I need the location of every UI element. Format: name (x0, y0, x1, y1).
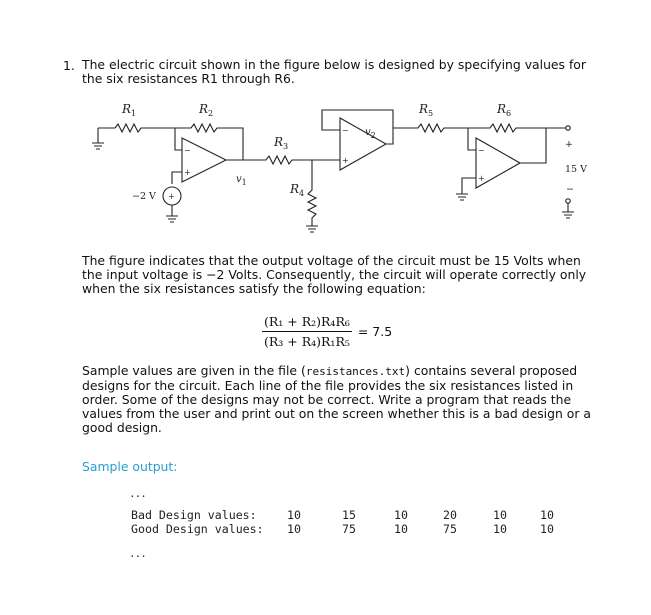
output-plus-sign: + (565, 139, 573, 150)
opamp1-minus-wire (175, 128, 182, 150)
sample-output-label: Sample output: (82, 459, 178, 474)
r6-resistor (468, 124, 546, 132)
r1-resistor (115, 124, 175, 132)
opamp2-plus-sign: + (342, 156, 349, 165)
output-voltage-label: 15 V (565, 164, 587, 175)
r6-label: $R_6$ (497, 102, 512, 118)
source-plus-sign: + (168, 192, 175, 201)
task-text-part2: ) contains several proposed designs for the circuit. Each line of the file provides the six resistances listed in order. Some of the designs may not be correct. Write a program that reads the values from the user and print out on the screen whether this is a bad design or a good design. (82, 363, 591, 435)
equation-numerator: (R₁ + R₂)R₄R₆ (262, 314, 352, 332)
output-row-value: 20 (443, 508, 457, 522)
opamp1-plus-sign: + (184, 168, 191, 177)
v2-label: $v_2$ (365, 127, 376, 140)
output-row-value: 10 (493, 508, 507, 522)
output-terminal-top (566, 126, 570, 130)
resistance-equation (262, 314, 392, 349)
output-row-value: 15 (342, 508, 356, 522)
r4-label: $R_4$ (290, 182, 305, 198)
r3-label: $R_3$ (274, 135, 289, 151)
opamp3-plus-wire (456, 178, 476, 200)
source-ground-wire (166, 205, 178, 222)
output-ground-wire (562, 203, 574, 218)
task-paragraph (82, 364, 602, 435)
opamp1-minus-sign: − (184, 146, 191, 155)
v1-label: $v_1$ (236, 174, 247, 187)
ellipsis-bottom: ... (129, 547, 146, 560)
equation-rhs: = 7.5 (357, 324, 393, 339)
description-paragraph: The figure indicates that the output voltage of the circuit must be 15 Volts when the input voltage is −2 Volts. Consequently, the circuit will operate correctly only when the six resistances satisfy the following equation: (82, 253, 587, 296)
file-name: resistances.txt (305, 365, 406, 378)
ellipsis-top: ... (129, 487, 146, 500)
r4-resistor (306, 160, 318, 232)
circuit-diagram (0, 0, 651, 250)
output-row-value: 10 (540, 508, 554, 522)
output-row-label: Bad Design values: (131, 508, 257, 522)
output-minus-sign: − (566, 184, 574, 195)
equation-fraction (262, 314, 352, 349)
r2-label: $R_2$ (199, 102, 214, 118)
opamp1-plus-wire (172, 172, 182, 184)
equation-denominator: (R₃ + R₄)R₁R₅ (264, 334, 350, 349)
input-voltage-label: −2 V (132, 191, 156, 202)
opamp2-feedback-wire (322, 110, 393, 130)
output-row-value: 10 (287, 508, 301, 522)
r5-resistor (412, 124, 468, 132)
opamp3-output-wire (520, 128, 566, 163)
output-row-value: 10 (287, 522, 301, 536)
output-row-value: 10 (540, 522, 554, 536)
output-terminal-bottom (566, 199, 570, 203)
question-text: The electric circuit shown in the figure below is designed by specifying values for the six resistances R1 through R6. (82, 57, 586, 86)
opamp3-minus-wire (468, 128, 476, 150)
r1-label: $R_1$ (122, 102, 137, 118)
output-row-label: Good Design values: (131, 522, 264, 536)
output-row-value: 10 (394, 508, 408, 522)
output-row-value: 10 (493, 522, 507, 536)
r5-label: $R_5$ (419, 102, 434, 118)
opamp2-minus-sign: − (342, 126, 349, 135)
r3-resistor (258, 156, 312, 164)
opamp2-output-wire (386, 128, 412, 144)
task-text-part1: Sample values are given in the file ( (82, 363, 306, 378)
question-number: 1. (63, 58, 75, 73)
output-row-value: 75 (443, 522, 457, 536)
output-row-value: 10 (394, 522, 408, 536)
opamp3-minus-sign: − (478, 146, 485, 155)
opamp3-plus-sign: + (478, 174, 485, 183)
output-row-value: 75 (342, 522, 356, 536)
input-ground-wire (92, 128, 104, 149)
